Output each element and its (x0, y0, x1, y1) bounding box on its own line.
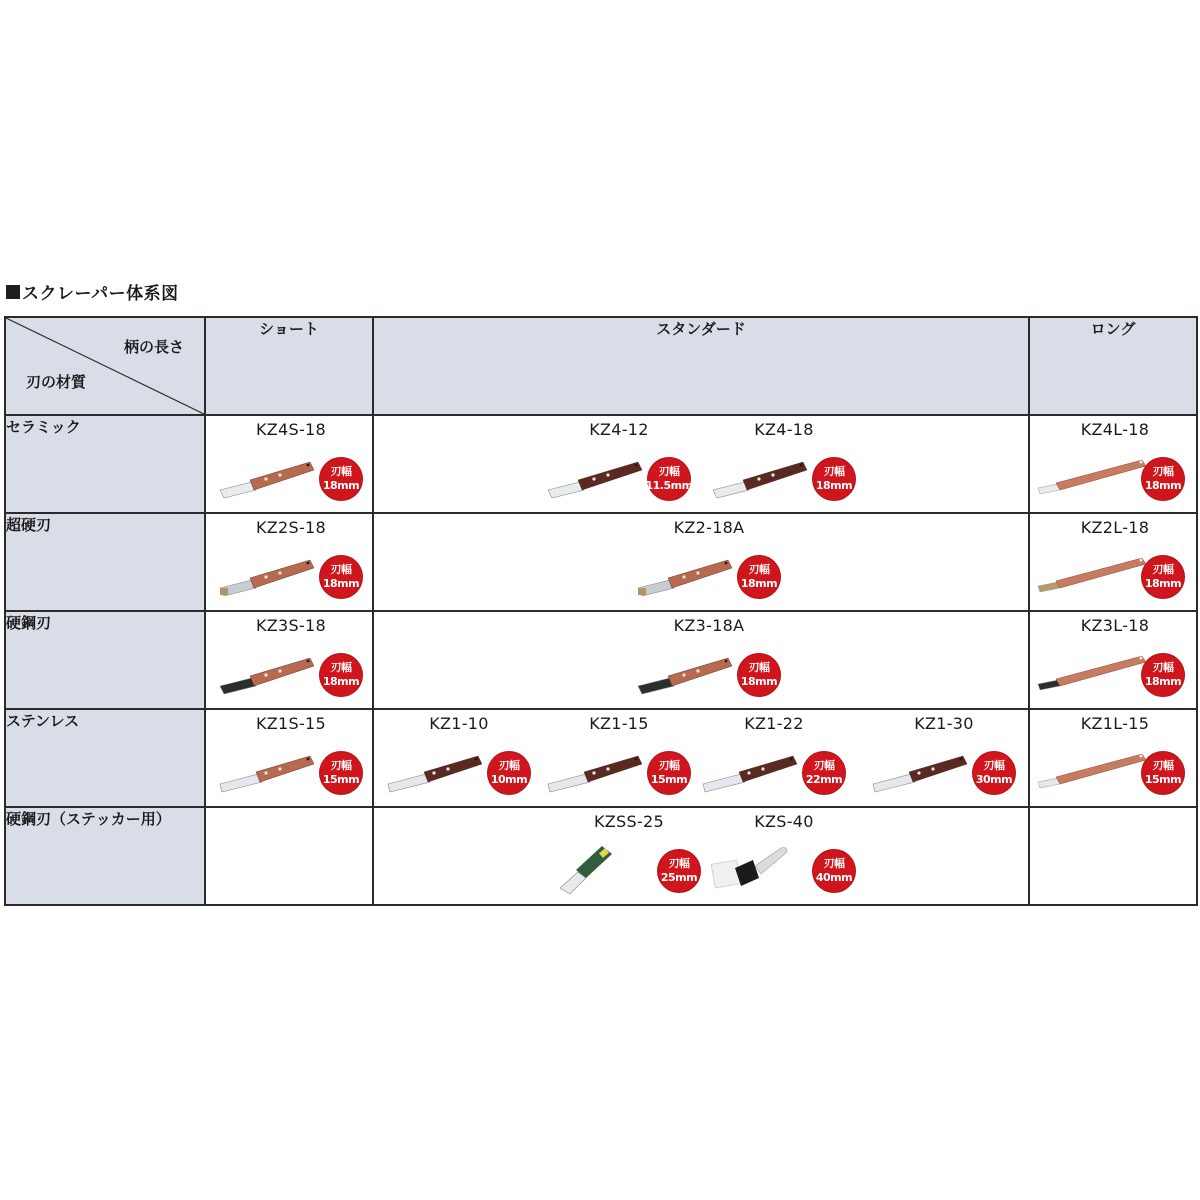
cell-short (205, 709, 373, 807)
product-item[interactable] (699, 808, 869, 904)
badge-width-value: 10mm (490, 773, 528, 786)
table-row (5, 709, 1197, 807)
product-item[interactable] (374, 710, 544, 806)
cell-short (205, 611, 373, 709)
blade-material-label: 刃の材質 (26, 373, 87, 391)
badge-label: 刃幅 (1152, 563, 1174, 576)
badge-label: 刃幅 (1152, 759, 1174, 772)
page-title: スクレーパー体系図 (6, 279, 179, 304)
handle-length-label: 柄の長さ (123, 338, 184, 356)
cell-standard (373, 709, 1029, 807)
scraper-image-icon (711, 844, 811, 884)
product-item[interactable] (206, 710, 376, 806)
blade-width-badge (1142, 458, 1184, 500)
product-item[interactable] (699, 416, 869, 512)
scraper-image-icon (546, 754, 646, 794)
badge-label: 刃幅 (668, 857, 690, 870)
product-item[interactable] (1030, 612, 1200, 708)
badge-label: 刃幅 (330, 465, 352, 478)
blade-width-badge (813, 458, 855, 500)
blade-width-badge (738, 654, 780, 696)
scraper-image-icon (386, 754, 486, 794)
blade-width-badge (813, 850, 855, 892)
badge-label: 刃幅 (823, 465, 845, 478)
product-item[interactable] (206, 416, 376, 512)
scraper-image-icon (556, 844, 656, 884)
badge-width-value: 22mm (805, 773, 843, 786)
product-item[interactable] (206, 514, 376, 610)
cell-standard (373, 807, 1029, 905)
blade-width-badge (973, 752, 1015, 794)
product-item[interactable] (544, 808, 714, 904)
product-item[interactable] (624, 612, 794, 708)
product-code: KZ2-18A (673, 518, 745, 537)
badge-width-value: 18mm (815, 479, 853, 492)
badge-label: 刃幅 (813, 759, 835, 772)
badge-width-value: 18mm (1144, 479, 1182, 492)
scraper-system-table (4, 316, 1198, 906)
scraper-image-icon (701, 754, 801, 794)
product-code: KZ2S-18 (255, 518, 327, 537)
product-code: KZ4S-18 (255, 420, 327, 439)
scraper-image-icon (711, 460, 811, 500)
product-code: KZS-40 (754, 812, 814, 831)
cell-long (1029, 513, 1197, 611)
blade-width-badge (738, 556, 780, 598)
badge-width-value: 18mm (322, 675, 360, 688)
scraper-image-icon (871, 754, 971, 794)
column-header-short: ショート (205, 317, 373, 415)
badge-label: 刃幅 (330, 661, 352, 674)
product-item[interactable] (206, 612, 376, 708)
cell-standard (373, 513, 1029, 611)
cell-standard (373, 611, 1029, 709)
product-item[interactable] (1030, 710, 1200, 806)
badge-label: 刃幅 (1152, 465, 1174, 478)
cell-long (1029, 807, 1197, 905)
badge-label: 刃幅 (983, 759, 1005, 772)
scraper-image-icon (218, 656, 318, 696)
blade-width-badge (320, 458, 362, 500)
badge-width-value: 18mm (1144, 675, 1182, 688)
cell-standard (373, 415, 1029, 513)
badge-width-value: 18mm (740, 675, 778, 688)
badge-width-value: 15mm (322, 773, 360, 786)
cell-short (205, 415, 373, 513)
cell-short (205, 513, 373, 611)
scraper-image-icon (218, 754, 318, 794)
product-code: KZ1-10 (429, 714, 489, 733)
scraper-image-icon (546, 460, 646, 500)
blade-width-badge (320, 654, 362, 696)
badge-label: 刃幅 (823, 857, 845, 870)
product-code: KZ1-30 (914, 714, 974, 733)
blade-width-badge (320, 752, 362, 794)
product-item[interactable] (1030, 416, 1200, 512)
header-row (5, 317, 1197, 415)
square-bullet-icon (6, 285, 20, 299)
table-row (5, 611, 1197, 709)
product-code: KZ2L-18 (1080, 518, 1150, 537)
blade-width-badge (803, 752, 845, 794)
badge-width-value: 18mm (322, 577, 360, 590)
product-code: KZ1-15 (589, 714, 649, 733)
badge-width-value: 15mm (1144, 773, 1182, 786)
product-code: KZ3-18A (673, 616, 745, 635)
badge-width-value: 11.5mm (645, 479, 693, 492)
product-code: KZ3L-18 (1080, 616, 1150, 635)
badge-label: 刃幅 (748, 563, 770, 576)
cell-long (1029, 415, 1197, 513)
cell-short (205, 807, 373, 905)
blade-width-badge (645, 458, 693, 500)
scraper-image-icon (636, 558, 736, 598)
badge-label: 刃幅 (330, 759, 352, 772)
product-item[interactable] (859, 710, 1029, 806)
badge-width-value: 30mm (975, 773, 1013, 786)
column-header-long: ロング (1029, 317, 1197, 415)
badge-label: 刃幅 (658, 759, 680, 772)
cell-long (1029, 709, 1197, 807)
product-code: KZ3S-18 (255, 616, 327, 635)
badge-width-value: 15mm (650, 773, 688, 786)
blade-width-badge (1142, 556, 1184, 598)
product-code: KZ1-22 (744, 714, 804, 733)
product-code: KZ4-18 (754, 420, 814, 439)
badge-label: 刃幅 (498, 759, 520, 772)
scraper-image-icon (218, 558, 318, 598)
product-code: KZSS-25 (594, 812, 664, 831)
blade-width-badge (1142, 752, 1184, 794)
product-code: KZ1S-15 (255, 714, 327, 733)
blade-width-badge (488, 752, 530, 794)
row-header-material: セラミック (5, 415, 205, 513)
table-row (5, 807, 1197, 905)
product-item[interactable] (534, 416, 704, 512)
blade-width-badge (1142, 654, 1184, 696)
table-row (5, 513, 1197, 611)
blade-width-badge (658, 850, 700, 892)
scraper-image-icon (218, 460, 318, 500)
row-header-material: 硬鋼刃（ステッカー用） (5, 807, 205, 905)
corner-header (5, 317, 205, 415)
column-header-standard: スタンダード (373, 317, 1029, 415)
blade-width-badge (648, 752, 690, 794)
badge-label: 刃幅 (748, 661, 770, 674)
product-code: KZ1L-15 (1080, 714, 1150, 733)
product-item[interactable] (534, 710, 704, 806)
scraper-image-icon (636, 656, 736, 696)
row-header-material: ステンレス (5, 709, 205, 807)
row-header-material: 超硬刃 (5, 513, 205, 611)
product-item[interactable] (624, 514, 794, 610)
blade-width-badge (320, 556, 362, 598)
badge-width-value: 18mm (1144, 577, 1182, 590)
cell-long (1029, 611, 1197, 709)
badge-label: 刃幅 (1152, 661, 1174, 674)
table-row (5, 415, 1197, 513)
badge-width-value: 18mm (322, 479, 360, 492)
diagonal-line-icon (6, 318, 204, 414)
badge-label: 刃幅 (658, 465, 680, 478)
badge-width-value: 40mm (815, 871, 853, 884)
badge-width-value: 25mm (660, 871, 698, 884)
product-code: KZ4L-18 (1080, 420, 1150, 439)
badge-width-value: 18mm (740, 577, 778, 590)
product-item[interactable] (689, 710, 859, 806)
badge-label: 刃幅 (330, 563, 352, 576)
product-item[interactable] (1030, 514, 1200, 610)
product-code: KZ4-12 (589, 420, 649, 439)
row-header-material: 硬鋼刃 (5, 611, 205, 709)
